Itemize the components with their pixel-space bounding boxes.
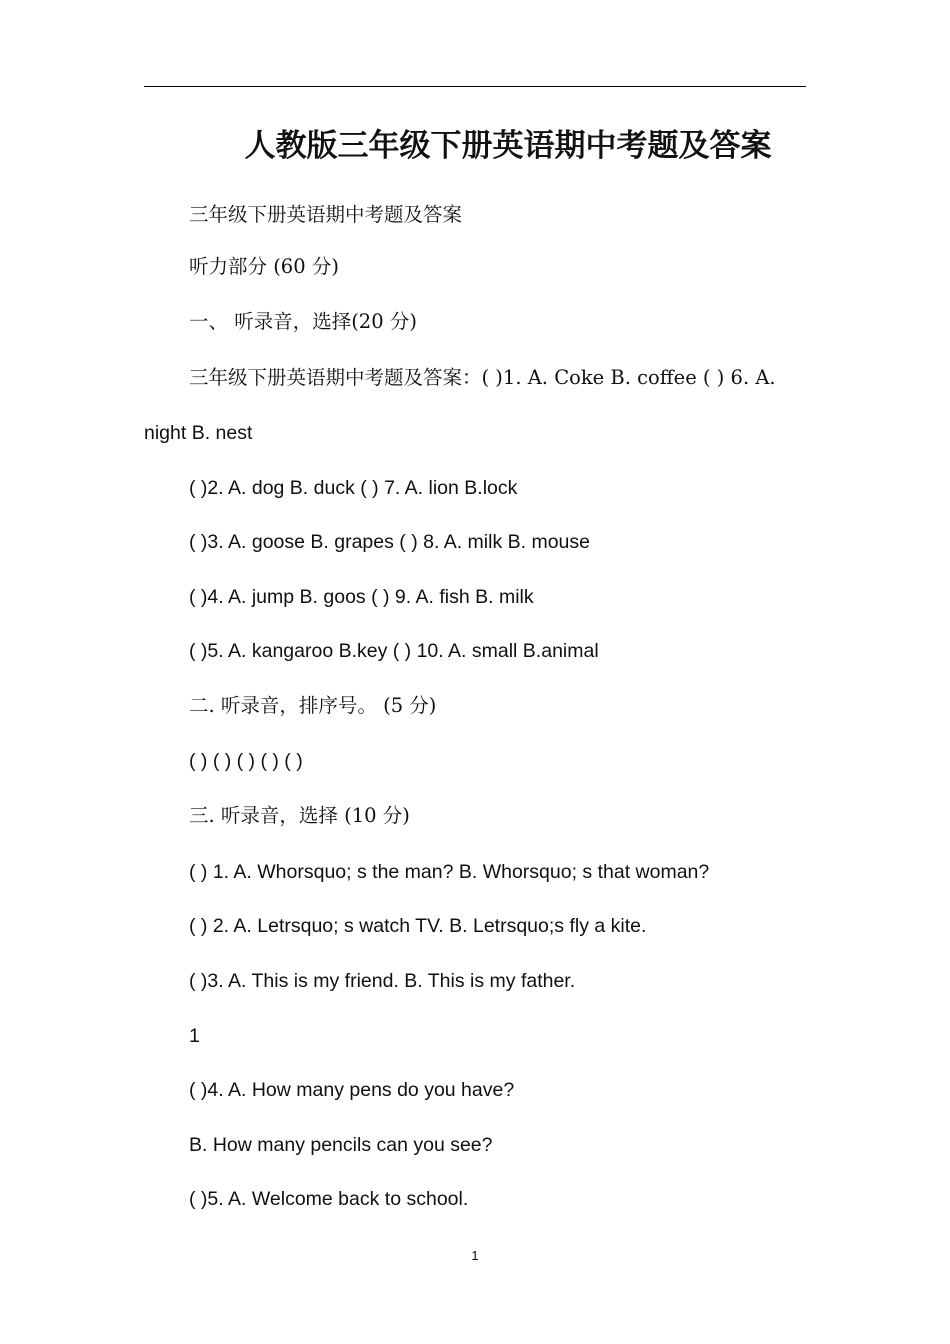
question-line: 三年级下册英语期中考题及答案：( )1. A. Coke B. coffee ( ) 6. A. [189,366,776,389]
section-two-heading: 二. 听录音，排序号。 (5 分) [189,694,437,717]
document-title: 人教版三年级下册英语期中考题及答案 [244,128,772,164]
page-number: 1 [471,1248,479,1263]
section-three-heading: 三. 听录音，选择 (10 分) [189,804,410,827]
question-line: ( )3. A. goose B. grapes ( ) 8. A. milk B. mouse [189,531,590,553]
question-line: ( )4. A. jump B. goos ( ) 9. A. fish B. milk [189,586,534,608]
order-blanks: ( ) ( ) ( ) ( ) ( ) [189,750,303,772]
question-line-continuation: night B. nest [144,422,253,444]
section-one-heading: 一、 听录音，选择(20 分) [189,310,417,333]
question-line: ( )5. A. Welcome back to school. [189,1188,469,1210]
question-line: ( )5. A. kangaroo B.key ( ) 10. A. small B.animal [189,640,599,662]
answer-option-line: B. How many pencils can you see? [189,1134,493,1156]
question-line: ( ) 2. A. Letrsquo; s watch TV. B. Letrsquo;s fly a kite. [189,915,647,937]
section-listening: 听力部分 (60 分) [189,255,339,278]
question-line: ( )2. A. dog B. duck ( ) 7. A. lion B.lock [189,477,518,499]
question-line: ( )4. A. How many pens do you have? [189,1079,515,1101]
question-line: ( )3. A. This is my friend. B. This is my father. [189,970,576,992]
header-rule [144,86,806,87]
question-line: ( ) 1. A. Whorsquo; s the man? B. Whorsquo; s that woman? [189,861,710,883]
paragraph-subtitle: 三年级下册英语期中考题及答案 [189,203,463,226]
inline-number: 1 [189,1025,200,1047]
